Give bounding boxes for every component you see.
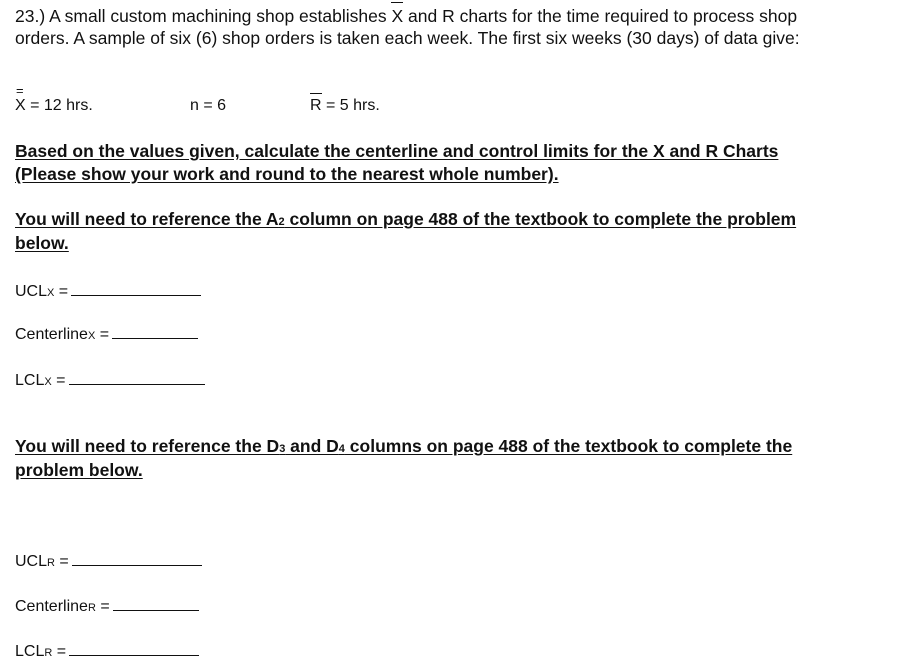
centerline-x-blank[interactable] — [112, 337, 198, 339]
xbarbar-given — [15, 83, 93, 115]
x-section-reference: You will need to reference the A2 column on page 488 of the textbook to complete the problem — [15, 209, 797, 229]
ucl-r-blank[interactable] — [72, 564, 202, 566]
xbarbar-value: = 12 hrs. — [25, 97, 93, 114]
sample-size-given: n = 6 — [190, 97, 227, 114]
question-text-b: and R charts for the time required to process shop — [403, 6, 798, 26]
rbar-symbol: R — [310, 97, 322, 114]
lcl-x-blank[interactable] — [69, 383, 205, 385]
centerline-x-field: CenterlineX = — [15, 326, 198, 344]
xbar-symbol: X — [391, 6, 403, 26]
question-number: 23.) — [15, 6, 46, 26]
question-line-1 — [15, 6, 797, 27]
lcl-x-field: LCLX = — [15, 372, 205, 390]
ucl-r-field: UCLR = — [15, 553, 202, 571]
xbarbar-symbol: = X — [15, 83, 26, 114]
d3-subscript: 3 — [279, 443, 286, 455]
instructions-line-1: Based on the values given, calculate the centerline and control limits for the X and R Charts — [15, 141, 779, 161]
question-text-a: A small custom machining shop establishes — [49, 6, 392, 26]
lcl-r-field: LCLR = — [15, 643, 199, 661]
rbar-value: = 5 hrs. — [321, 97, 380, 114]
lcl-r-blank[interactable] — [69, 654, 199, 656]
ucl-x-field: UCLX = — [15, 283, 201, 301]
d4-subscript: 4 — [338, 443, 345, 455]
instructions-line-2: (Please show your work and round to the nearest whole number). — [15, 164, 559, 184]
r-section-reference: You will need to reference the D3 and D4 columns on page 488 of the textbook to complete the — [15, 436, 793, 456]
centerline-r-blank[interactable] — [113, 609, 199, 611]
r-section-reference-line-2: problem below. — [15, 460, 143, 480]
x-section-reference-line-2: below. — [15, 233, 69, 253]
ucl-x-blank[interactable] — [71, 294, 201, 296]
centerline-r-field: CenterlineR = — [15, 598, 199, 616]
question-line-2: orders. A sample of six (6) shop orders is taken each week. The first six weeks (30 days) of data give: — [15, 28, 800, 48]
a2-subscript: 2 — [278, 216, 285, 228]
rbar-given — [310, 97, 380, 115]
